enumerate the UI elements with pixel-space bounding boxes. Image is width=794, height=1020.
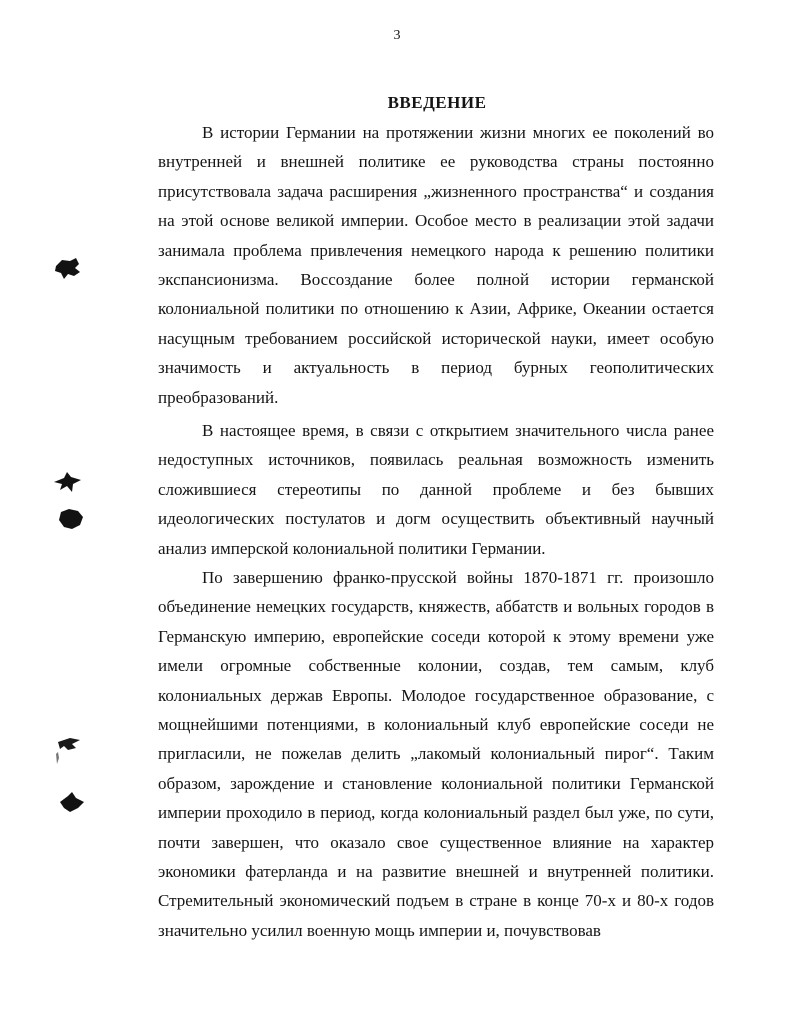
ink-blot-mark bbox=[52, 470, 84, 496]
paragraph-2: В настоящее время, в связи с открытием значительного числа ранее недоступных источников, появилась реальная возможность изменить сложившиеся стереотипы по данной проблеме и без бывших идеологических постулатов и догм осуществить объективный научный анализ имперской колониальной политики Германии. bbox=[158, 421, 714, 558]
page-number: 3 bbox=[393, 28, 401, 43]
paragraph-1: В истории Германии на протяжении жизни многих ее поколений во внутренней и внешней политике ее руководства страны постоянно присутствовала задача расширения „жизненного пространства“ и создания на этой основе великой империи. Особое место в реализации этой задачи занимала проблема привлечения немецкого народа к решению политики экспансионизма. Воссоздание более полной истории германской колониальной политики по отношению к Азии, Африке, Океании остается насущным требованием российской исторической науки, имеет особую значимость и актуальность в период бурных геополитических преобразований. bbox=[158, 123, 714, 407]
ink-blot-mark bbox=[56, 790, 88, 818]
ink-blot-mark bbox=[50, 734, 84, 768]
ink-blot-mark bbox=[56, 506, 86, 532]
paragraph-3: По завершению франко-прусской войны 1870-1871 гг. произошло объединение немецких государств, княжеств, аббатств и вольных городов в Германскую империю, европейские соседи которой к этому времени уже имели огромные собственные колонии, создав, тем самым, клуб колониальных держав Европы. Молодое государственное образование, с мощнейшими потенциями, в колониальный клуб европейские соседи не пригласили, не пожелав делить „лакомый колониальный пирог“. Таким образом, зарождение и становление колониальной политики Германской империи проходило в период, когда колониальный раздел был уже, по сути, почти завершен, что оказало свое существенное влияние на характер экономики фатерланда и на развитие внешней и внутренней политики. Стремительный экономический подъем в стране в конце 70-х и 80-х годов значительно усилил военную мощь империи и, почувствовав bbox=[158, 568, 714, 940]
page-title: ВВЕДЕНИЕ bbox=[387, 93, 487, 112]
ink-blot-mark bbox=[52, 256, 84, 282]
